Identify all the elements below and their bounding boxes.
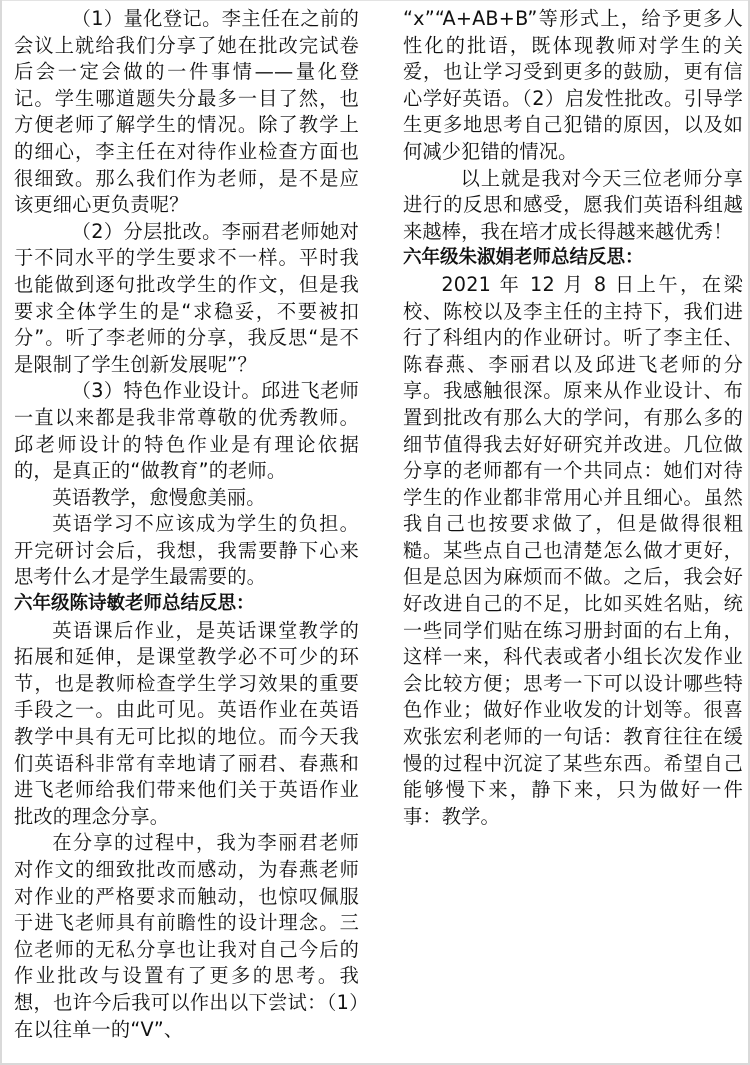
page-border-top xyxy=(0,0,750,1)
section-heading-zhu: 六年级朱淑娟老师总结反思： xyxy=(403,247,644,269)
right-column xyxy=(403,6,743,830)
paragraph-slow-teaching: 英语教学，愈慢愈美丽。 xyxy=(52,485,266,509)
section-heading-chen: 六年级陈诗敏老师总结反思： xyxy=(14,593,255,615)
paragraph-sharing-process: 在分享的过程中，我为李丽君老师对作文的细致批改而感动，为春燕老师对作业的严格要求而触动，也惊叹佩服于进飞老师具有前瞻性的设计理念。三位老师的无私分享也让我对自己今后的作业批改与设置有了更多的思考。我想，也许今后我可以作出以下尝试：（1）在以往单一的“V”、 xyxy=(14,831,359,1041)
paragraph-quantified-registration: （1）量化登记。李主任在之前的会议上就给我们分享了她在批改完试卷后会一定会做的一件事情——量化登记。学生哪道题失分最多一目了然，也方便老师了解学生的情况。除了教学上的细心，李主任在对待作业检查方面也很细致。那么我们作为老师，是不是应该更细心更负责呢？ xyxy=(14,7,359,217)
paragraph-learning-burden: 英语学习不应该成为学生的负担。开完研讨会后，我想，我需要静下心来思考什么才是学生最需要的。 xyxy=(14,512,359,589)
paragraph-continued-attempts: “x”“A+AB+B”等形式上，给予更多人性化的批语，既体现教师对学生的关爱，也让学习受到更多的鼓励，更有信心学好英语。（2）启发性批改。引导学生更多地思考自己犯错的原因，以及如何减少犯错的情况。 xyxy=(403,7,743,163)
paragraph-layered-correction: （2）分层批改。李丽君老师她对于不同水平的学生要求不一样。平时我也能做到逐句批改学生的作文，但是我要求全体学生的是“求稳妥，不要被扣分”。听了李老师的分享，我反思“是不是限制了学生创新发展呢”？ xyxy=(14,219,359,376)
paragraph-reflection-summary: 以上就是我对今天三位老师分享进行的反思和感受，愿我们英语科组越来越棒，我在培才成长得越来越优秀！ xyxy=(403,166,743,243)
paragraph-homework-importance: 英语课后作业，是英话课堂教学的拓展和延伸，是课堂教学必不可少的环节，也是教师检查学生学习效果的重要手段之一。由此可见。英语作业在英语教学中具有无可比拟的地位。而今天我们英语科非常有幸地请了丽君、春燕和进飞老师给我们带来他们关于英语作业批改的理念分享。 xyxy=(14,618,359,828)
page-border-left xyxy=(0,0,2,1065)
left-column xyxy=(14,6,359,1043)
paragraph-zhu-reflection: 2021 年 12 月 8 日上午，在梁校、陈校以及李主任的主持下，我们进行了科组内的作业研讨。听了李主任、陈春燕、李丽君以及邱进飞老师的分享。我感触很深。原来从作业设计、布置到批改有那么大的学问，有那么多的细节值得我去好好研究并改进。几位做分享的老师都有一个共同点：她们对待学生的作业都非常用心并且细心。虽然我自己也按要求做了，但是做得很粗糙。某些点自己也清楚怎么做才更好，但是总因为麻烦而不做。之后，我会好好改进自己的不足，比如买姓名贴，统一些同学们贴在练习册封面的右上角，这样一来，科代表或者小组长次发作业会比较方便；思考一下可以设计哪些特色作业；做好作业收发的计划等。很喜欢张宏利老师的一句话：教育往往在缓慢的过程中沉淀了某些东西。希望自己能够慢下来，静下来，只为做好一件事：教学。 xyxy=(403,272,743,828)
paragraph-special-homework: （3）特色作业设计。邱进飞老师一直以来都是我非常尊敬的优秀教师。邱老师设计的特色作业是有理论依据的，是真正的“做教育”的老师。 xyxy=(14,379,359,483)
